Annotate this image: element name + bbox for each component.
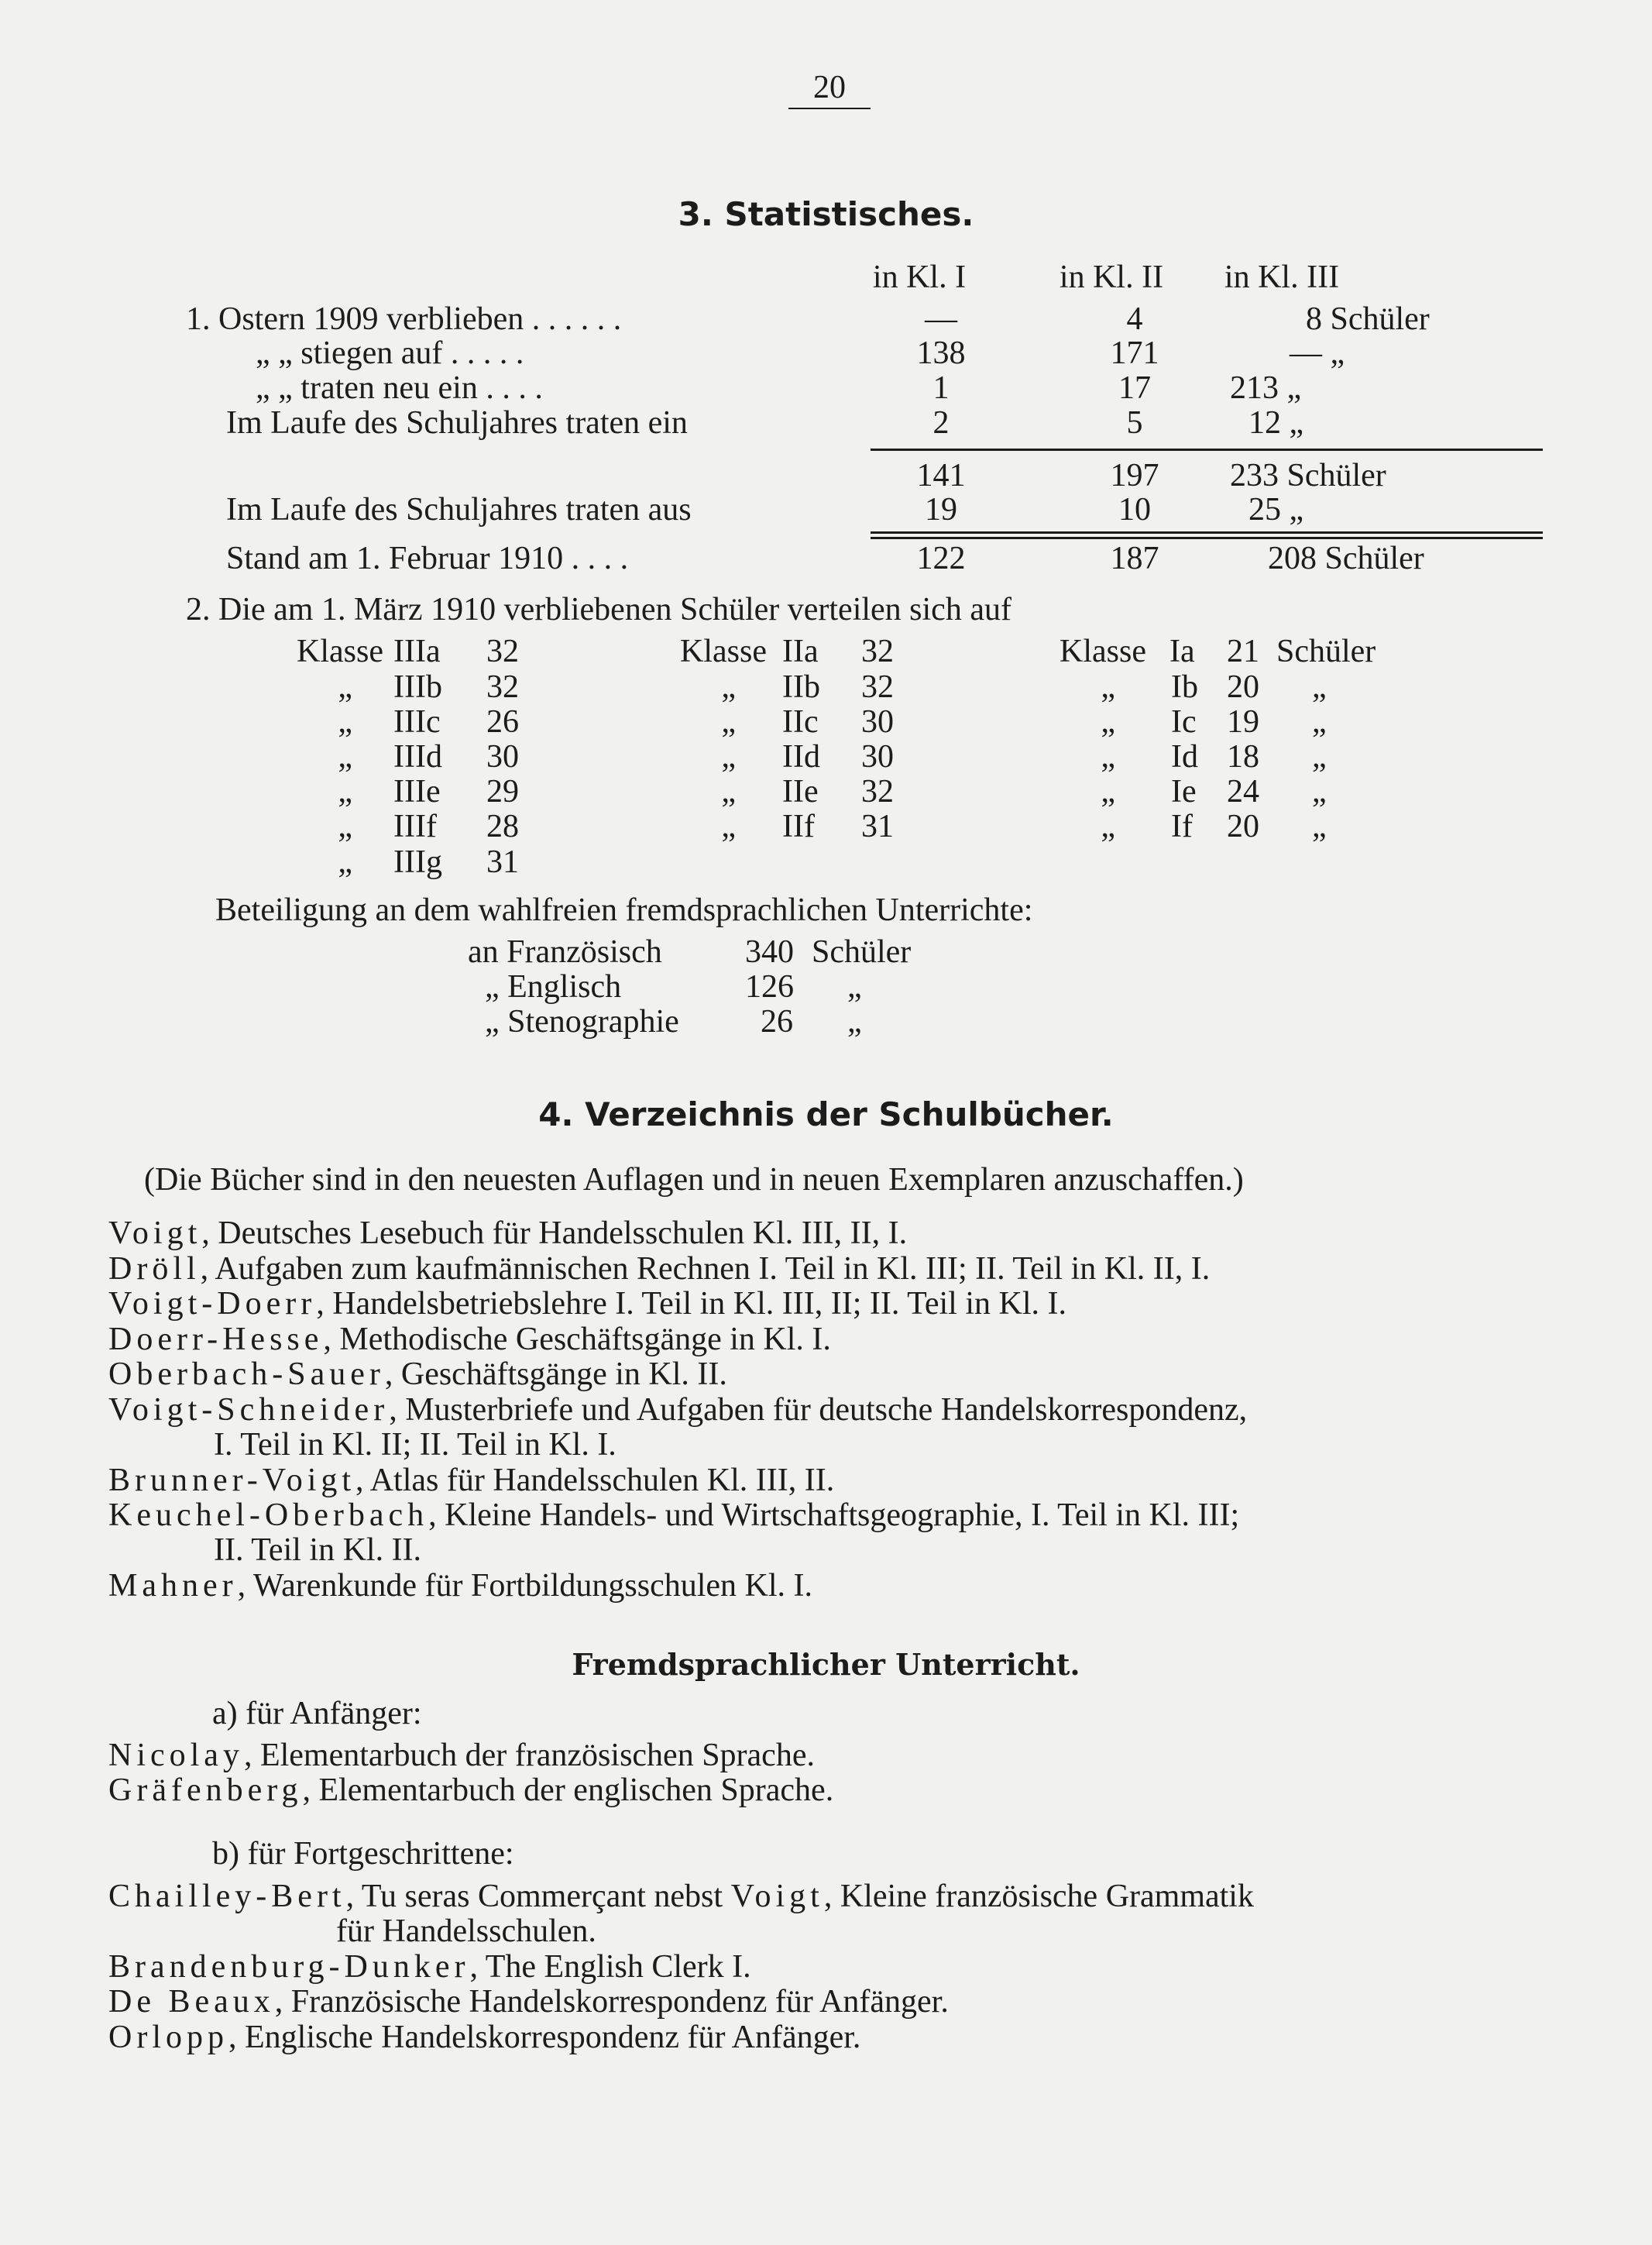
class-suffix: „ xyxy=(1312,704,1327,740)
book-title: , Atlas für Handelsschulen Kl. III, II. xyxy=(355,1463,835,1498)
stats-cell: — xyxy=(925,301,957,337)
book-entry xyxy=(108,1880,1254,1913)
class-name: IId xyxy=(782,739,820,775)
class-name: IIIa xyxy=(393,634,441,669)
col-header-kl1: in Kl. I xyxy=(872,260,967,295)
class-count: 32 xyxy=(861,774,894,810)
class-name: IIIb xyxy=(393,669,442,705)
book-entry xyxy=(108,1985,949,2018)
stats-cell: 187 xyxy=(1110,541,1159,576)
stats-row-label: Im Laufe des Schuljahres traten aus xyxy=(226,492,692,528)
class-name: IIe xyxy=(782,774,819,810)
stats-cell: 12 „ xyxy=(1248,405,1304,441)
total-rule-2 xyxy=(871,537,1543,539)
book-author: Mahner xyxy=(108,1568,238,1604)
book-title: , Französische Handelskorrespondenz für Anfänger. xyxy=(274,1984,949,2020)
class-count: 30 xyxy=(861,739,894,775)
class-prefix: „ xyxy=(1101,809,1115,844)
stats-row-label: „ „ stiegen auf . . . . . xyxy=(256,335,524,371)
book-entry xyxy=(108,1464,834,1497)
class-prefix: „ xyxy=(338,809,352,844)
class-count: 31 xyxy=(861,809,894,844)
participation-label: „ Stenographie xyxy=(485,1004,679,1040)
class-suffix: „ xyxy=(1312,669,1327,705)
class-count: 30 xyxy=(861,704,894,740)
class-count: 32 xyxy=(861,669,894,705)
book-author: Nicolay xyxy=(108,1738,244,1773)
book-entry xyxy=(108,1774,833,1807)
stats-cell: 10 xyxy=(1118,492,1151,528)
col-header-kl2: in Kl. II xyxy=(1059,260,1164,295)
class-name: IIb xyxy=(782,669,820,705)
sum-rule xyxy=(871,449,1543,451)
class-prefix: „ xyxy=(721,774,736,810)
stats-cell: 25 „ xyxy=(1248,492,1304,528)
class-prefix: „ xyxy=(338,774,352,810)
section4-note: (Die Bücher sind in den neuesten Auflagen und in neuen Exemplaren anzuschaffen.) xyxy=(144,1162,1244,1198)
advanced-label: b) für Fortgeschrittene: xyxy=(212,1836,514,1872)
class-name: IIc xyxy=(782,704,819,740)
book-author: Voigt-Schneider xyxy=(108,1392,390,1428)
class-name: Ie xyxy=(1171,774,1197,810)
book-author: Gräfenberg xyxy=(108,1772,303,1808)
class-name: Ia xyxy=(1169,634,1195,669)
class-prefix: „ xyxy=(721,704,736,740)
stats-cell: 17 xyxy=(1118,370,1151,406)
book-continuation: II. Teil in Kl. II. xyxy=(214,1532,422,1568)
class-suffix: Schüler xyxy=(1276,634,1376,669)
book-entry xyxy=(108,1288,1066,1320)
class-count: 19 xyxy=(1227,704,1259,740)
class-prefix: Klasse xyxy=(680,634,767,669)
stats-cell: 8 Schüler xyxy=(1306,301,1430,337)
book-author: Brunner-Voigt xyxy=(108,1463,356,1498)
participation-count: 340 xyxy=(745,934,794,970)
participation-label: „ Englisch xyxy=(485,969,622,1005)
page-number-rule xyxy=(788,108,871,109)
class-count: 30 xyxy=(486,739,519,775)
class-count: 31 xyxy=(486,844,519,880)
book-continuation: für Handelsschulen. xyxy=(336,1913,596,1949)
stats-row-label: Im Laufe des Schuljahres traten ein xyxy=(226,405,688,441)
class-prefix: „ xyxy=(1101,774,1115,810)
class-name: IIf xyxy=(782,809,815,844)
book-title-secondary: , Kleine französische Grammatik xyxy=(823,1879,1254,1914)
book-entry xyxy=(108,1951,751,1983)
participation-count: 26 xyxy=(761,1004,793,1040)
book-entry xyxy=(108,1569,812,1602)
class-count: 28 xyxy=(486,809,519,844)
stats-cell: 208 Schüler xyxy=(1268,541,1424,576)
class-count: 32 xyxy=(861,634,894,669)
stats-cell: 1 xyxy=(932,370,950,406)
stats-cell: 213 „ xyxy=(1230,370,1302,406)
class-count: 24 xyxy=(1227,774,1259,810)
class-prefix: „ xyxy=(1101,669,1115,705)
participation-label: an Französisch xyxy=(468,934,662,970)
book-continuation: I. Teil in Kl. II; II. Teil in Kl. I. xyxy=(214,1427,616,1463)
class-count: 26 xyxy=(486,704,519,740)
participation-unit: „ xyxy=(847,1004,862,1040)
class-prefix: „ xyxy=(1101,739,1115,775)
book-title: , Geschäftsgänge in Kl. II. xyxy=(384,1356,727,1392)
book-entry xyxy=(108,1323,831,1356)
book-author: Brandenburg-Dunker xyxy=(108,1949,470,1985)
class-count: 20 xyxy=(1227,669,1259,705)
participation-intro: Beteiligung an dem wahlfreien fremdsprachlichen Unterrichte: xyxy=(215,892,1033,928)
class-name: Id xyxy=(1171,739,1198,775)
foreign-title: Fremdsprachlicher Unterricht. xyxy=(572,1647,1080,1682)
book-entry xyxy=(108,1253,1210,1285)
book-author: Keuchel-Oberbach xyxy=(108,1497,429,1533)
stats-cell: 19 xyxy=(925,492,957,528)
beginners-label: a) für Anfänger: xyxy=(212,1696,422,1731)
class-name: IIId xyxy=(393,739,442,775)
participation-count: 126 xyxy=(745,969,794,1005)
class-count: 29 xyxy=(486,774,519,810)
class-prefix: „ xyxy=(338,669,352,705)
book-title: , Handelsbetriebslehre I. Teil in Kl. III, II; II. Teil in Kl. I. xyxy=(316,1286,1066,1322)
class-name: Ic xyxy=(1171,704,1197,740)
stats-cell: 4 xyxy=(1126,301,1143,337)
class-name: IIIf xyxy=(393,809,437,844)
col-header-kl3: in Kl. III xyxy=(1224,260,1340,295)
book-title: , Elementarbuch der französischen Sprache. xyxy=(243,1738,815,1773)
book-title: , Deutsches Lesebuch für Handelsschulen Kl. III, II, I. xyxy=(201,1215,908,1251)
stats-row-label: 1. Ostern 1909 verblieben . . . . . . xyxy=(186,301,622,337)
stats-sum-cell: 233 Schüler xyxy=(1230,458,1386,493)
book-entry xyxy=(108,1217,907,1250)
class-count: 20 xyxy=(1227,809,1259,844)
book-author: Voigt xyxy=(108,1215,202,1251)
book-author: Orlopp xyxy=(108,2020,228,2055)
class-prefix: „ xyxy=(721,809,736,844)
class-prefix: „ xyxy=(338,739,352,775)
class-prefix: „ xyxy=(338,704,352,740)
page-number: 20 xyxy=(813,70,846,105)
distribution-intro: 2. Die am 1. März 1910 verbliebenen Schüler verteilen sich auf xyxy=(186,592,1011,627)
stats-sum-cell: 197 xyxy=(1110,458,1159,493)
stats-cell: 122 xyxy=(916,541,966,576)
stats-sum-cell: 141 xyxy=(916,458,966,493)
book-entry xyxy=(108,2021,860,2054)
class-count: 18 xyxy=(1227,739,1259,775)
book-entry xyxy=(108,1499,1239,1532)
stats-cell: — „ xyxy=(1290,335,1345,371)
class-name: If xyxy=(1171,809,1193,844)
book-title: , Tu seras Commerçant nebst xyxy=(345,1879,731,1914)
class-name: IIIg xyxy=(393,844,442,880)
participation-unit: Schüler xyxy=(812,934,912,970)
section3-title: 3. Statistisches. xyxy=(678,195,974,233)
book-author: Chailley-Bert xyxy=(108,1879,346,1914)
class-prefix: „ xyxy=(1101,704,1115,740)
book-author: Dröll xyxy=(108,1251,201,1287)
class-suffix: „ xyxy=(1312,809,1327,844)
book-title: , Warenkunde für Fortbildungsschulen Kl. I. xyxy=(237,1568,813,1604)
book-entry xyxy=(108,1394,1247,1426)
book-author: De Beaux xyxy=(108,1984,275,2020)
book-title: , Aufgaben zum kaufmännischen Rechnen I. Teil in Kl. III; II. Teil in Kl. II, I. xyxy=(200,1251,1211,1287)
book-title: , The English Clerk I. xyxy=(469,1949,751,1985)
class-prefix: „ xyxy=(338,844,352,880)
class-name: Ib xyxy=(1171,669,1198,705)
book-title: , Kleine Handels- und Wirtschaftsgeographie, I. Teil in Kl. III; xyxy=(428,1497,1240,1533)
participation-unit: „ xyxy=(847,969,862,1005)
book-author: Oberbach-Sauer xyxy=(108,1356,385,1392)
stats-cell: 2 xyxy=(932,405,950,441)
book-title: , Elementarbuch der englischen Sprache. xyxy=(302,1772,834,1808)
stats-row-label: Stand am 1. Februar 1910 . . . . xyxy=(226,541,629,576)
class-suffix: „ xyxy=(1312,739,1327,775)
book-entry xyxy=(108,1358,727,1391)
book-entry xyxy=(108,1739,815,1772)
class-prefix: „ xyxy=(721,739,736,775)
class-prefix: „ xyxy=(721,669,736,705)
class-count: 32 xyxy=(486,669,519,705)
class-count: 21 xyxy=(1227,634,1259,669)
book-title: , Methodische Geschäftsgänge in Kl. I. xyxy=(323,1322,831,1357)
class-count: 32 xyxy=(486,634,519,669)
book-author: Voigt-Doerr xyxy=(108,1286,317,1322)
class-name: IIIc xyxy=(393,704,441,740)
class-name: IIIe xyxy=(393,774,441,810)
stats-cell: 138 xyxy=(916,335,966,371)
stats-row-label: „ „ traten neu ein . . . . xyxy=(256,370,543,406)
book-author-secondary: Voigt xyxy=(730,1879,824,1914)
book-title: , Musterbriefe und Aufgaben für deutsche Handelskorrespondenz, xyxy=(389,1392,1248,1428)
total-rule-1 xyxy=(871,531,1543,534)
stats-cell: 5 xyxy=(1126,405,1143,441)
class-prefix: Klasse xyxy=(1060,634,1146,669)
stats-cell: 171 xyxy=(1110,335,1159,371)
class-suffix: „ xyxy=(1312,774,1327,810)
book-author: Doerr-Hesse xyxy=(108,1322,324,1357)
section4-title: 4. Verzeichnis der Schulbücher. xyxy=(538,1095,1114,1133)
class-name: IIa xyxy=(782,634,819,669)
book-title: , Englische Handelskorrespondenz für Anfänger. xyxy=(228,2020,861,2055)
class-prefix: Klasse xyxy=(297,634,383,669)
